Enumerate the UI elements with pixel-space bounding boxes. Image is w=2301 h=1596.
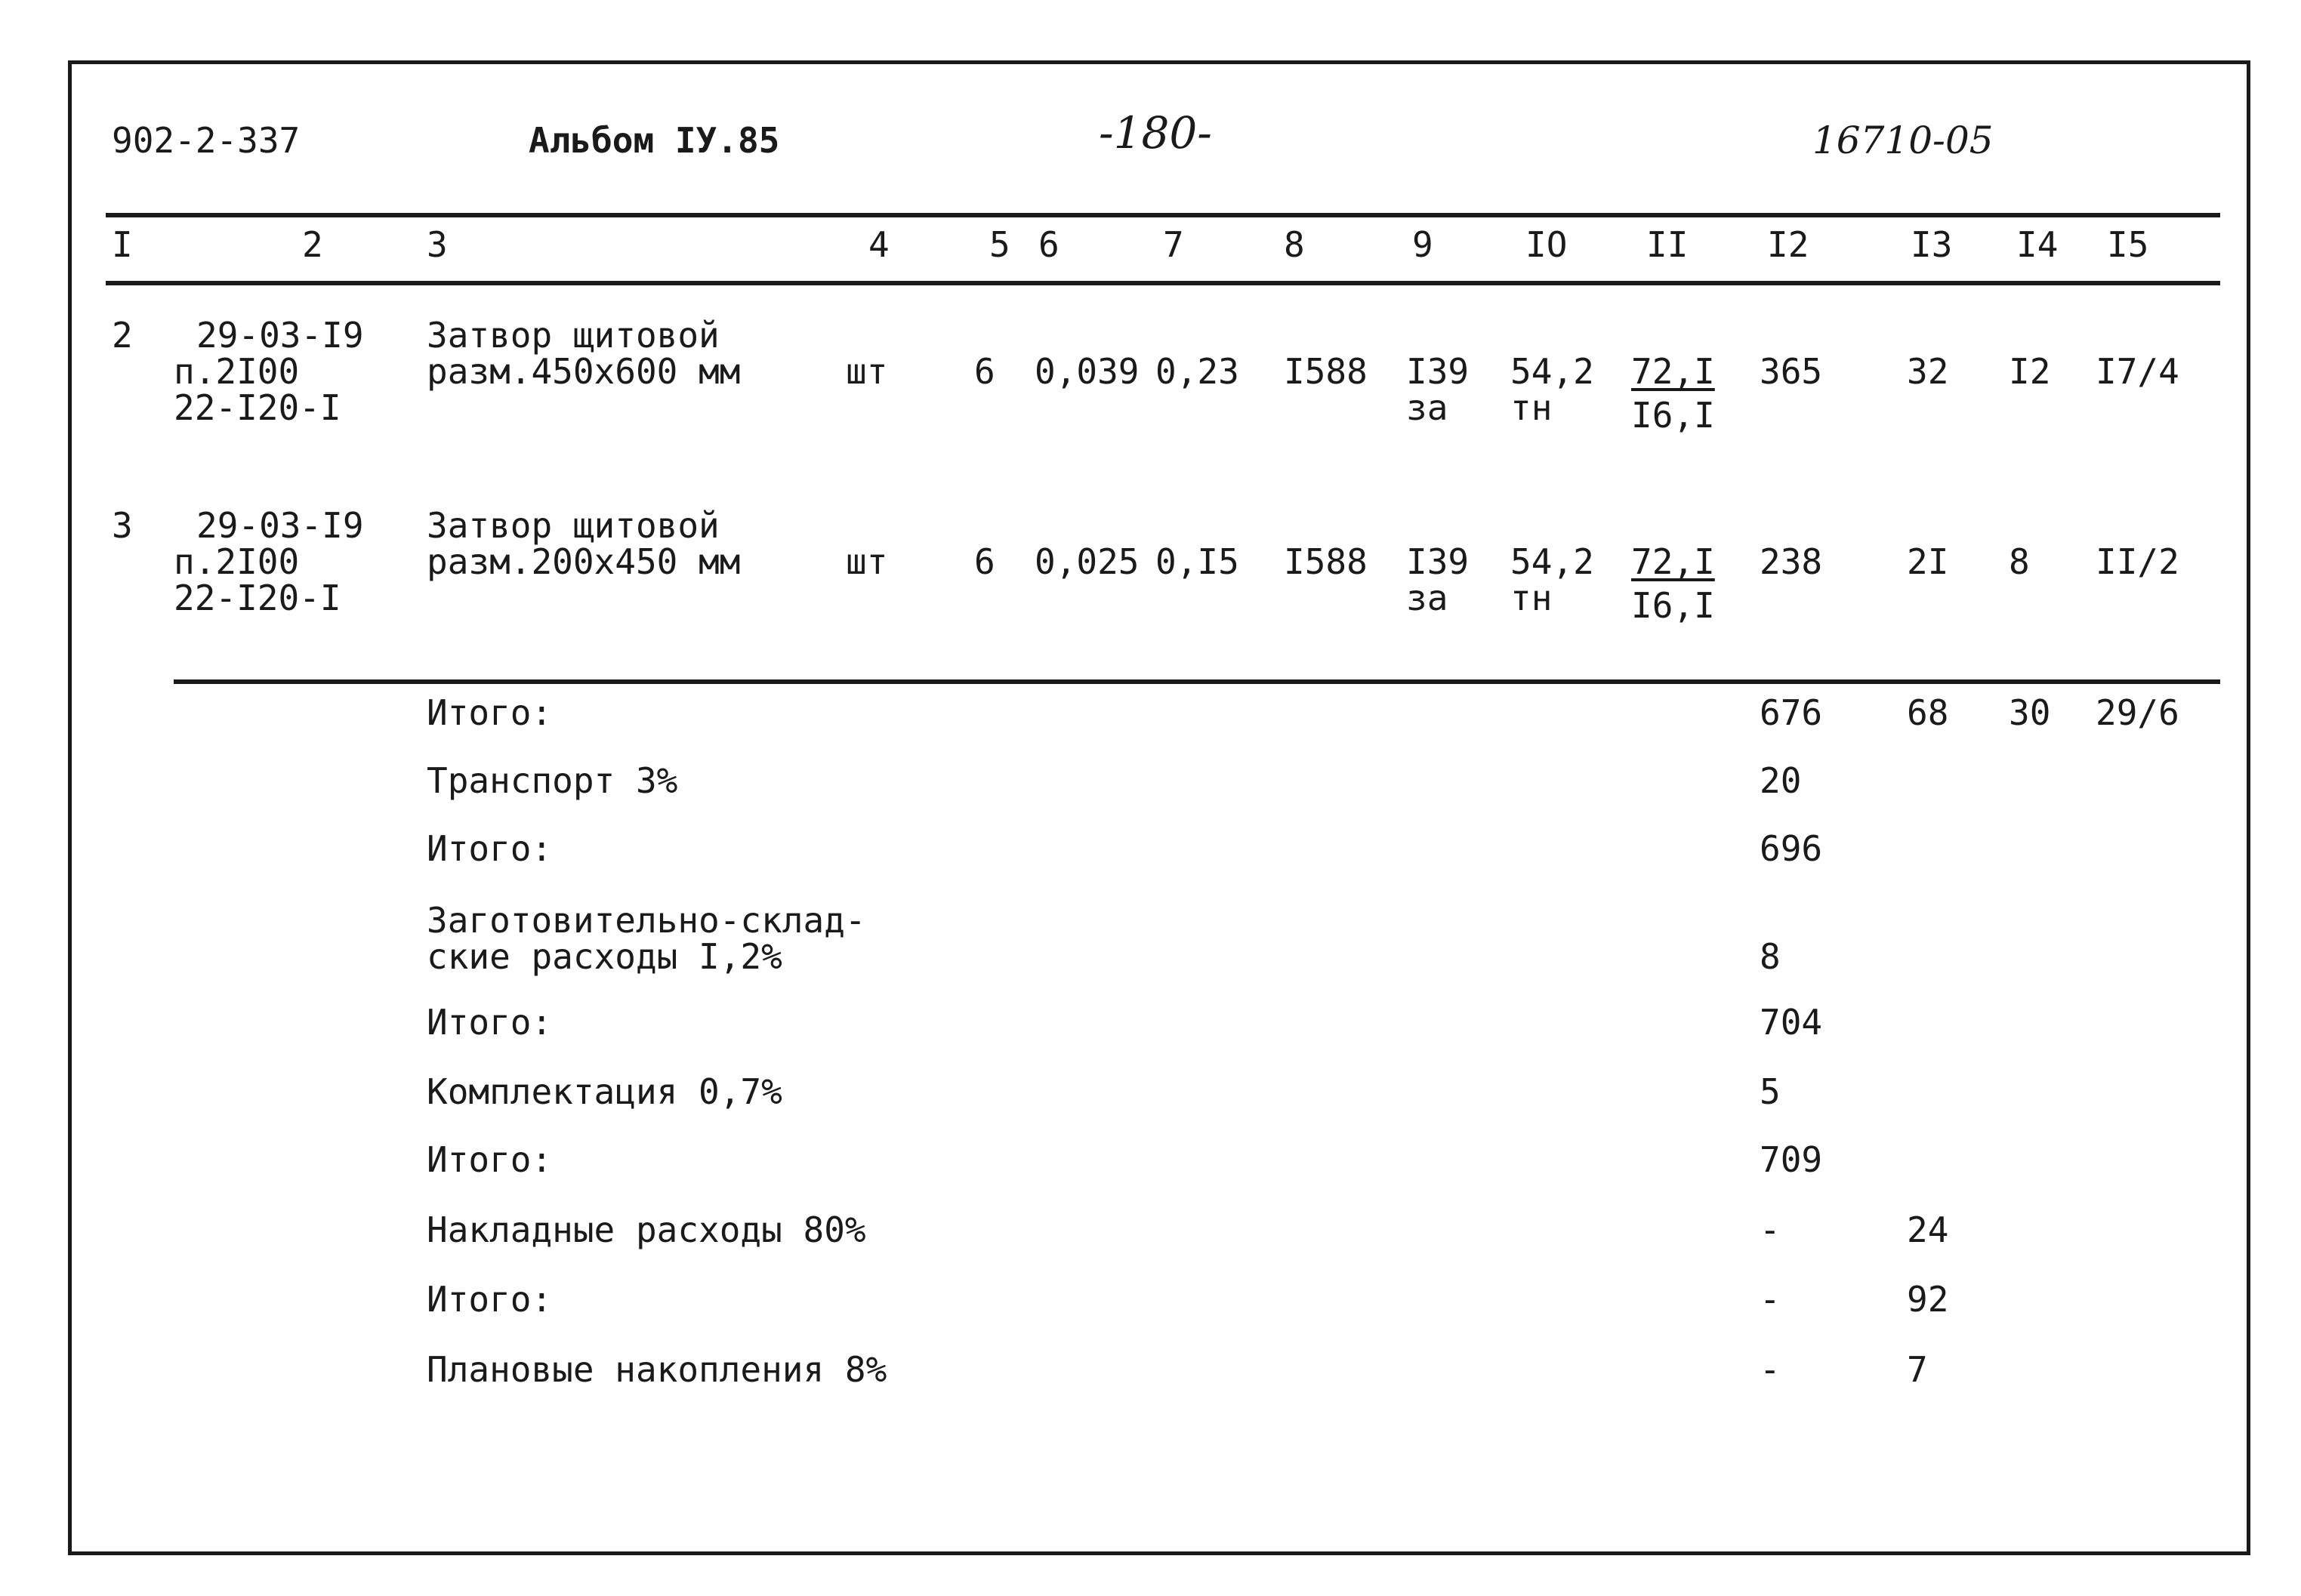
item-code-line: п.2I00 — [174, 541, 300, 582]
col13-cell: 2I — [1907, 541, 1949, 582]
summary-col13: 7 — [1907, 1349, 1928, 1390]
item-code-line: п.2I00 — [174, 351, 300, 392]
summary-col12: 20 — [1760, 760, 1802, 801]
header-rule-top — [106, 213, 2220, 217]
summary-col13: 24 — [1907, 1209, 1949, 1250]
column-header-13: I3 — [1911, 224, 1953, 265]
col9-cell: I39 — [1406, 541, 1470, 582]
summary-col12: 709 — [1760, 1139, 1823, 1180]
col14-cell: I2 — [2009, 351, 2051, 392]
column-header-11: II — [1646, 224, 1689, 265]
summary-col12: 676 — [1760, 692, 1823, 733]
summary-col13: 68 — [1907, 692, 1949, 733]
col12-cell: 238 — [1760, 541, 1823, 582]
summary-col12: - — [1760, 1209, 1781, 1250]
col10-cell: тн — [1510, 578, 1553, 618]
summary-label: Итого: — [427, 1139, 553, 1180]
summary-col12: 8 — [1760, 936, 1781, 977]
column-header-2: 2 — [302, 224, 323, 265]
col7-cell: 0,23 — [1155, 351, 1239, 392]
summary-label: Итого: — [427, 692, 553, 733]
item-name-line: разм.200x450 мм — [427, 541, 741, 582]
header-rule-bottom — [106, 281, 2220, 285]
totals-rule — [174, 679, 2220, 684]
summary-col12: 5 — [1760, 1071, 1781, 1112]
column-header-3: 3 — [427, 224, 448, 265]
col14-cell: 8 — [2009, 541, 2030, 582]
stamp-number: 16710-05 — [1812, 119, 1994, 162]
summary-label: Комплектация 0,7% — [427, 1071, 782, 1112]
col9-cell: I39 — [1406, 351, 1470, 392]
column-header-14: I4 — [2016, 224, 2059, 265]
col6-cell: 0,025 — [1035, 541, 1140, 582]
col11-bottom-cell: I6,I — [1631, 585, 1715, 626]
summary-label: Плановые накопления 8% — [427, 1349, 887, 1390]
column-header-12: I2 — [1767, 224, 1809, 265]
col13-cell: 32 — [1907, 351, 1949, 392]
summary-col14: 30 — [2009, 692, 2051, 733]
summary-col12: 696 — [1760, 828, 1823, 869]
col11-top-cell: 72,I — [1631, 541, 1715, 582]
col5-cell: 6 — [974, 541, 995, 582]
unit-cell: шт — [846, 541, 888, 582]
column-header-8: 8 — [1284, 224, 1305, 265]
item-name-line: разм.450x600 мм — [427, 351, 741, 392]
col11-top-cell: 72,I — [1631, 351, 1715, 392]
column-header-15: I5 — [2107, 224, 2149, 265]
column-header-4: 4 — [868, 224, 890, 265]
col6-cell: 0,039 — [1035, 351, 1140, 392]
document-code: 902-2-337 — [112, 120, 301, 161]
row-number: 3 — [112, 505, 133, 546]
col9-cell: за — [1406, 578, 1448, 618]
summary-label: ские расходы I,2% — [427, 936, 782, 977]
col10-cell: тн — [1510, 387, 1553, 428]
column-header-10: IO — [1525, 224, 1568, 265]
col9-cell: за — [1406, 387, 1448, 428]
col10-cell: 54,2 — [1510, 541, 1594, 582]
summary-label: Накладные расходы 80% — [427, 1209, 866, 1250]
col11-bottom-cell: I6,I — [1631, 395, 1715, 436]
summary-col12: - — [1760, 1279, 1781, 1320]
album-label: Альбом IУ.85 — [529, 120, 780, 161]
row-number: 2 — [112, 315, 133, 356]
col15-cell: I7/4 — [2096, 351, 2179, 392]
summary-label: Транспорт 3% — [427, 760, 678, 801]
summary-label: Итого: — [427, 1279, 553, 1320]
item-code-line: 29-03-I9 — [196, 315, 364, 356]
summary-col12: - — [1760, 1349, 1781, 1390]
col7-cell: 0,I5 — [1155, 541, 1239, 582]
column-header-7: 7 — [1163, 224, 1184, 265]
item-code-line: 22-I20-I — [174, 387, 341, 428]
col8-cell: I588 — [1284, 541, 1368, 582]
col8-cell: I588 — [1284, 351, 1368, 392]
summary-label: Итого: — [427, 1002, 553, 1043]
col5-cell: 6 — [974, 351, 995, 392]
col12-cell: 365 — [1760, 351, 1823, 392]
item-name-line: Затвор щитовой — [427, 505, 720, 546]
column-header-5: 5 — [989, 224, 1010, 265]
summary-label: Заготовительно-склад- — [427, 900, 866, 941]
summary-col12: 704 — [1760, 1002, 1823, 1043]
summary-label: Итого: — [427, 828, 553, 869]
item-code-line: 29-03-I9 — [196, 505, 364, 546]
unit-cell: шт — [846, 351, 888, 392]
item-code-line: 22-I20-I — [174, 578, 341, 618]
item-name-line: Затвор щитовой — [427, 315, 720, 356]
column-header-6: 6 — [1038, 224, 1060, 265]
page-number: -180- — [1099, 107, 1212, 159]
col10-cell: 54,2 — [1510, 351, 1594, 392]
summary-col13: 92 — [1907, 1279, 1949, 1320]
column-header-1: I — [112, 224, 133, 265]
col15-cell: II/2 — [2096, 541, 2179, 582]
summary-col15: 29/6 — [2096, 692, 2179, 733]
column-header-9: 9 — [1412, 224, 1433, 265]
